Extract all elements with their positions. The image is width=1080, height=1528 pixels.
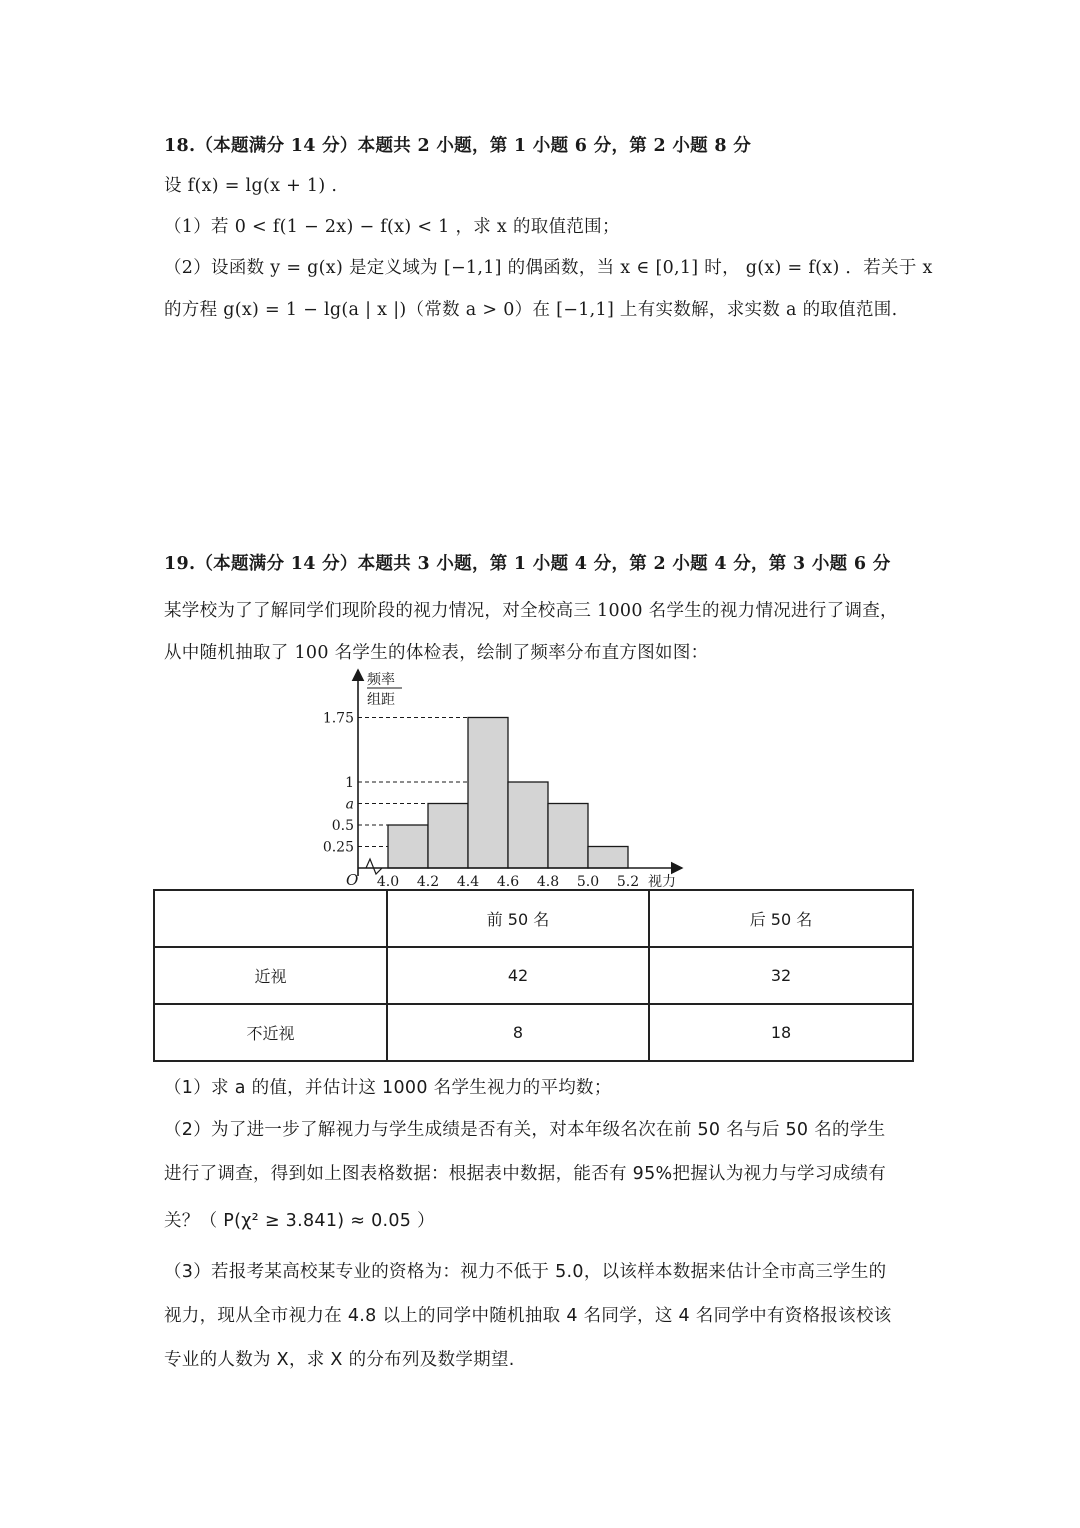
table-header-row [154, 890, 913, 947]
vision-grade-table [153, 889, 914, 1062]
table-header-cell: 前 50 名 [387, 890, 649, 947]
table-cell: 32 [649, 947, 913, 1004]
histogram-bar [468, 718, 508, 869]
y-tick-label: 0.5 [331, 818, 354, 834]
histogram-bar [548, 804, 588, 869]
q19-part3-line2: 视力，现从全市视力在 4.8 以上的同学中随机抽取 4 名同学，这 4 名同学中有资格报该校该 [164, 1306, 892, 1326]
q19-part2-line2: 进行了调查，得到如上图表格数据：根据表中数据，能否有 95%把握认为视力与学习成绩有 [164, 1164, 887, 1184]
q18-part1: （1）若 0 < f(1 − 2x) − f(x) < 1 ，求 x 的取值范围； [164, 217, 620, 237]
q18-part2-line2: 的方程 g(x) = 1 − lg(a | x |)（常数 a > 0）在 [−1,1] 上有实数解，求实数 a 的取值范围. [164, 300, 898, 320]
axis-break-zigzag [366, 859, 382, 874]
q19-part3-line3: 专业的人数为 X，求 X 的分布列及数学期望. [164, 1350, 515, 1370]
q18-part2-line1: （2）设函数 y = g(x) 是定义域为 [−1,1] 的偶函数，当 x ∈ [0,1] 时， g(x) = f(x) ．若关于 x [164, 258, 933, 278]
y-tick-label: a [345, 796, 354, 813]
y-tick-label: 1 [345, 775, 354, 791]
table-cell: 18 [649, 1004, 913, 1061]
x-tick-label: 4.6 [496, 874, 520, 890]
q19-part1: （1）求 a 的值，并估计这 1000 名学生视力的平均数； [164, 1078, 612, 1098]
x-tick-label: 5.2 [616, 874, 640, 890]
histogram-bar [508, 782, 548, 868]
y-tick-label: 1.75 [322, 710, 354, 727]
x-tick-label: 4.4 [456, 874, 480, 890]
x-tick-label: 4.8 [536, 874, 560, 890]
q19-intro-line2: 从中随机抽取了 100 名学生的体检表，绘制了频率分布直方图如图： [164, 643, 709, 663]
q19-part3-line1: （3）若报考某高校某专业的资格为：视力不低于 5.0，以该样本数据来估计全市高三学生的 [164, 1262, 887, 1282]
frequency-histogram [310, 664, 710, 890]
q18-header: 18.（本题满分 14 分）本题共 2 小题，第 1 小题 6 分，第 2 小题 8 分 [164, 136, 751, 156]
x-tick-label: 4.0 [376, 874, 400, 890]
table-cell: 8 [387, 1004, 649, 1061]
y-axis-label-bottom: 组距 [367, 692, 395, 708]
y-axis-label-top: 频率 [367, 672, 395, 688]
y-tick-label: 0.25 [322, 839, 354, 856]
table-row [154, 1004, 913, 1061]
x-tick-label: 4.2 [416, 874, 440, 890]
table-cell: 不近视 [154, 1004, 387, 1061]
histogram-bar [388, 825, 428, 868]
table-cell: 近视 [154, 947, 387, 1004]
x-axis-label: 视力 [648, 874, 676, 890]
table-row [154, 947, 913, 1004]
q19-header: 19.（本题满分 14 分）本题共 3 小题，第 1 小题 4 分，第 2 小题 4 分，第 3 小题 6 分 [164, 554, 891, 574]
x-tick-label: 5.0 [576, 874, 600, 890]
histogram-bar [588, 847, 628, 869]
q19-intro-line1: 某学校为了了解同学们现阶段的视力情况，对全校高三 1000 名学生的视力情况进行了调查， [164, 601, 898, 621]
histogram-bar [428, 804, 468, 869]
origin-label: O [346, 871, 359, 889]
q19-part2-line1: （2）为了进一步了解视力与学生成绩是否有关，对本年级名次在前 50 名与后 50 名的学生 [164, 1120, 886, 1140]
table-header-cell [154, 890, 387, 947]
table-cell: 42 [387, 947, 649, 1004]
q18-definition: 设 f(x) = lg(x + 1) . [164, 176, 338, 196]
q19-part2-line3: 关？（ P(χ² ≥ 3.841) ≈ 0.05 ） [164, 1211, 435, 1231]
table-header-cell: 后 50 名 [649, 890, 913, 947]
